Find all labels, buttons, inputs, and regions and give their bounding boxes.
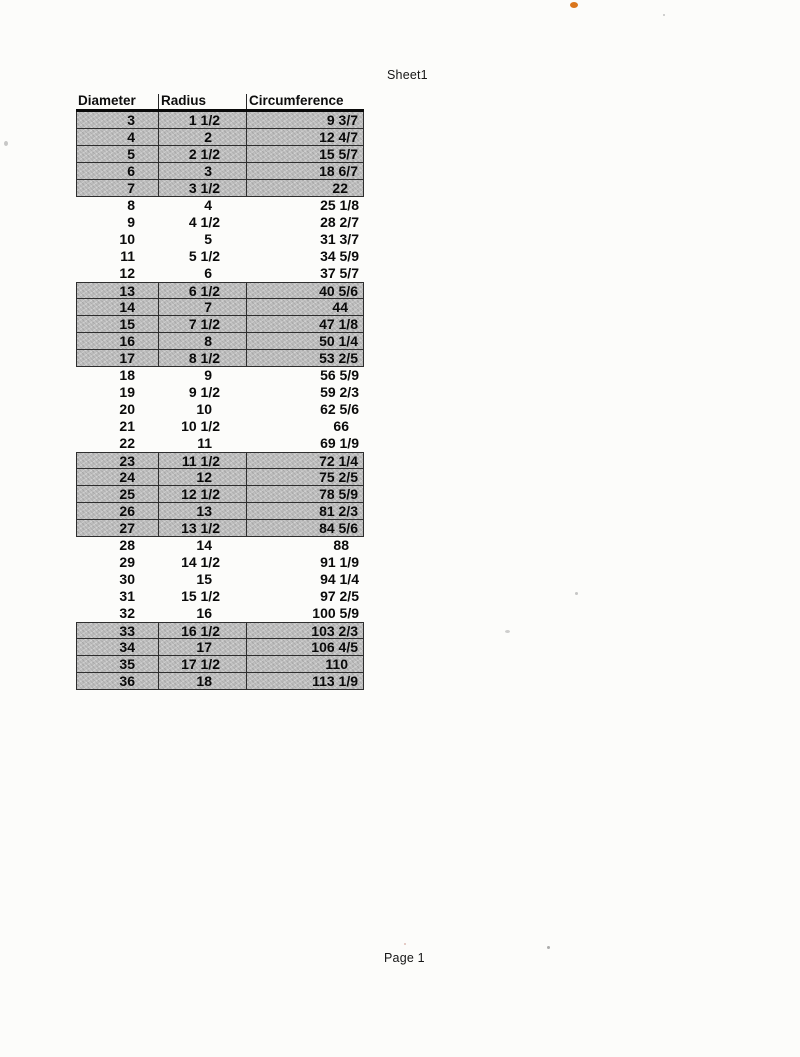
table-body xyxy=(76,112,364,690)
cell-circumference: 62 5/6 xyxy=(320,401,359,417)
table-row xyxy=(76,673,364,690)
cell-circumference: 88 xyxy=(333,537,349,553)
table-row xyxy=(76,197,364,214)
cell-circumference: 31 3/7 xyxy=(320,231,359,247)
table-row xyxy=(76,639,364,656)
cell-circumference: 69 1/9 xyxy=(320,435,359,451)
table-row xyxy=(76,146,364,163)
cell-circumference: 59 2/3 xyxy=(320,384,359,400)
table-row xyxy=(76,384,364,401)
cell-circumference: 110 xyxy=(246,656,364,672)
cell-circumference: 34 5/9 xyxy=(320,248,359,264)
cell-radius: 8 1/2 xyxy=(158,350,246,366)
cell-circumference: 66 xyxy=(333,418,349,434)
table-row xyxy=(76,656,364,673)
table-row xyxy=(76,452,364,469)
cell-circumference: 50 1/4 xyxy=(246,333,364,349)
table-row xyxy=(76,112,364,129)
cell-diameter: 20 xyxy=(119,401,135,417)
cell-radius: 5 1/2 xyxy=(188,248,220,264)
cell-diameter: 29 xyxy=(119,554,135,570)
cell-radius: 1 1/2 xyxy=(158,112,246,128)
cell-radius: 16 xyxy=(196,605,212,621)
cell-radius: 11 1/2 xyxy=(158,453,246,468)
cell-radius: 2 xyxy=(158,129,246,145)
cell-diameter: 3 xyxy=(76,112,158,128)
scan-speck xyxy=(505,630,510,633)
cell-circumference: 15 5/7 xyxy=(246,146,364,162)
table-row xyxy=(76,520,364,537)
cell-radius: 17 1/2 xyxy=(158,656,246,672)
header-diameter: Diameter xyxy=(78,93,136,108)
cell-circumference: 18 6/7 xyxy=(246,163,364,179)
scan-speck xyxy=(575,592,578,595)
table-row xyxy=(76,350,364,367)
cell-diameter: 32 xyxy=(119,605,135,621)
cell-radius: 12 xyxy=(158,469,246,485)
table-row xyxy=(76,486,364,503)
cell-diameter: 5 xyxy=(76,146,158,162)
cell-diameter: 12 xyxy=(119,265,135,281)
cell-diameter: 23 xyxy=(76,453,158,468)
cell-radius: 9 xyxy=(204,367,212,383)
cell-circumference: 106 4/5 xyxy=(246,639,364,655)
cell-radius: 12 1/2 xyxy=(158,486,246,502)
table-row xyxy=(76,571,364,588)
cell-diameter: 31 xyxy=(119,588,135,604)
cell-radius: 8 xyxy=(158,333,246,349)
table-row xyxy=(76,469,364,486)
table-row xyxy=(76,622,364,639)
cell-circumference: 75 2/5 xyxy=(246,469,364,485)
scan-speck xyxy=(547,946,550,949)
cell-circumference: 91 1/9 xyxy=(320,554,359,570)
cell-radius: 14 1/2 xyxy=(181,554,220,570)
table-row xyxy=(76,299,364,316)
cell-radius: 14 xyxy=(196,537,212,553)
cell-diameter: 25 xyxy=(76,486,158,502)
cell-diameter: 28 xyxy=(119,537,135,553)
cell-diameter: 21 xyxy=(119,418,135,434)
cell-diameter: 9 xyxy=(127,214,135,230)
cell-circumference: 37 5/7 xyxy=(320,265,359,281)
header-radius: Radius xyxy=(158,94,246,109)
cell-radius: 7 1/2 xyxy=(158,316,246,332)
table-row xyxy=(76,554,364,571)
cell-circumference: 84 5/6 xyxy=(246,520,364,536)
cell-circumference: 44 xyxy=(246,299,364,315)
cell-diameter: 27 xyxy=(76,520,158,536)
cell-diameter: 34 xyxy=(76,639,158,655)
table-row xyxy=(76,503,364,520)
cell-diameter: 15 xyxy=(76,316,158,332)
table-row xyxy=(76,418,364,435)
table-row xyxy=(76,333,364,350)
cell-diameter: 30 xyxy=(119,571,135,587)
page-number: Page 1 xyxy=(384,951,425,965)
cell-radius: 4 xyxy=(204,197,212,213)
cell-diameter: 14 xyxy=(76,299,158,315)
cell-circumference: 78 5/9 xyxy=(246,486,364,502)
cell-circumference: 22 xyxy=(246,180,364,196)
cell-diameter: 13 xyxy=(76,283,158,298)
cell-radius: 16 1/2 xyxy=(158,623,246,638)
cell-circumference: 40 5/6 xyxy=(246,283,364,298)
cell-circumference: 12 4/7 xyxy=(246,129,364,145)
table-row xyxy=(76,316,364,333)
cell-circumference: 9 3/7 xyxy=(246,112,364,128)
cell-radius: 2 1/2 xyxy=(158,146,246,162)
table-row xyxy=(76,367,364,384)
cell-radius: 3 xyxy=(158,163,246,179)
cell-radius: 18 xyxy=(158,673,246,689)
cell-radius: 3 1/2 xyxy=(158,180,246,196)
cell-radius: 4 1/2 xyxy=(188,214,220,230)
cell-radius: 10 xyxy=(196,401,212,417)
cell-circumference: 47 1/8 xyxy=(246,316,364,332)
table-row xyxy=(76,129,364,146)
cell-diameter: 11 xyxy=(120,248,135,264)
cell-circumference: 94 1/4 xyxy=(320,571,359,587)
cell-diameter: 6 xyxy=(76,163,158,179)
cell-radius: 6 1/2 xyxy=(158,283,246,298)
scan-speck xyxy=(404,943,406,945)
cell-diameter: 35 xyxy=(76,656,158,672)
cell-circumference: 100 5/9 xyxy=(312,605,359,621)
table-header-row xyxy=(76,94,364,112)
header-circumference: Circumference xyxy=(246,94,364,109)
cell-diameter: 7 xyxy=(76,180,158,196)
cell-diameter: 10 xyxy=(119,231,135,247)
cell-diameter: 26 xyxy=(76,503,158,519)
table-row xyxy=(76,265,364,282)
cell-diameter: 33 xyxy=(76,623,158,638)
table-row xyxy=(76,163,364,180)
cell-diameter: 19 xyxy=(119,384,135,400)
cell-diameter: 4 xyxy=(76,129,158,145)
cell-radius: 13 1/2 xyxy=(158,520,246,536)
cell-diameter: 22 xyxy=(119,435,135,451)
cell-diameter: 8 xyxy=(127,197,135,213)
table-row xyxy=(76,248,364,265)
cell-radius: 7 xyxy=(158,299,246,315)
table-row xyxy=(76,537,364,554)
cell-radius: 17 xyxy=(158,639,246,655)
cell-radius: 13 xyxy=(158,503,246,519)
cell-circumference: 72 1/4 xyxy=(246,453,364,468)
cell-diameter: 24 xyxy=(76,469,158,485)
table-row xyxy=(76,435,364,452)
cell-diameter: 36 xyxy=(76,673,158,689)
cell-radius: 9 1/2 xyxy=(188,384,220,400)
cell-circumference: 97 2/5 xyxy=(320,588,359,604)
cell-radius: 15 xyxy=(196,571,212,587)
table-row xyxy=(76,180,364,197)
table-row xyxy=(76,231,364,248)
cell-radius: 11 xyxy=(197,435,212,451)
cell-circumference: 103 2/3 xyxy=(246,623,364,638)
sheet-title: Sheet1 xyxy=(387,68,428,82)
scan-speck xyxy=(663,14,665,16)
table-row xyxy=(76,588,364,605)
cell-circumference: 28 2/7 xyxy=(320,214,359,230)
cell-circumference: 25 1/8 xyxy=(320,197,359,213)
cell-radius: 10 1/2 xyxy=(181,418,220,434)
cell-diameter: 17 xyxy=(76,350,158,366)
cell-circumference: 113 1/9 xyxy=(246,673,364,689)
cell-circumference: 81 2/3 xyxy=(246,503,364,519)
circumference-table xyxy=(76,94,364,690)
cell-radius: 6 xyxy=(204,265,212,281)
cell-radius: 15 1/2 xyxy=(181,588,220,604)
cell-circumference: 56 5/9 xyxy=(320,367,359,383)
cell-diameter: 18 xyxy=(119,367,135,383)
scan-speck xyxy=(4,141,8,146)
cell-diameter: 16 xyxy=(76,333,158,349)
cell-circumference: 53 2/5 xyxy=(246,350,364,366)
table-row xyxy=(76,282,364,299)
cell-radius: 5 xyxy=(204,231,212,247)
scan-speck xyxy=(570,2,578,8)
table-row xyxy=(76,401,364,418)
table-row xyxy=(76,214,364,231)
table-row xyxy=(76,605,364,622)
